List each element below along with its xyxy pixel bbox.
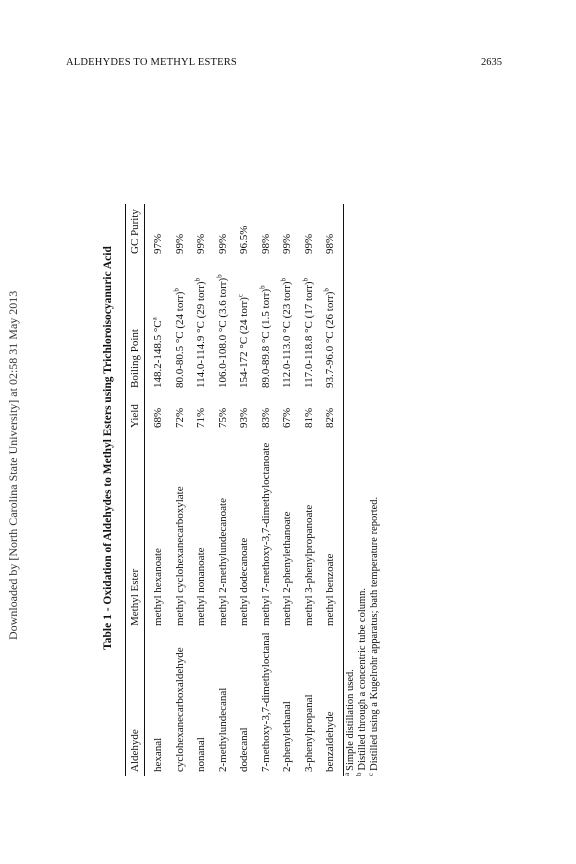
cell-bp: 80.0-80.5 °C (24 torr)$^b$ [171, 288, 186, 388]
rotated-table [102, 110, 407, 786]
cell-bp: 112.0-113.0 °C (23 torr)$^b$ [279, 277, 293, 388]
footnote-marker: b [171, 288, 180, 292]
cell-aldehyde: 3-phenylpropanal [302, 694, 315, 772]
cell-purity: 99% [281, 233, 293, 254]
table-bottom-rule [343, 204, 344, 776]
column-header-yield: Yield [129, 404, 141, 428]
cell-yield: 93% [238, 407, 250, 428]
footnote-marker: b [257, 285, 266, 289]
footnote-mark: c [366, 772, 375, 776]
cell-ester: methyl 7-methoxy-3,7-dimethyloctanoate [259, 442, 272, 626]
cell-purity: 99% [302, 233, 315, 254]
cell-yield: 72% [173, 407, 186, 428]
cell-ester: methyl benzoate [324, 553, 336, 626]
cell-bp: 154-172 °C (24 torr)$^c$ [236, 294, 250, 388]
cell-purity: 98% [259, 233, 272, 254]
cell-purity: 97% [152, 233, 164, 254]
footnote-marker: a [150, 317, 159, 321]
cell-purity: 99% [216, 233, 229, 254]
cell-aldehyde: 7-methoxy-3,7-dimethyloctanal [259, 632, 272, 772]
download-watermark: Downloaded by [North Carolina State University] at 02:58 31 May 2013 [6, 290, 20, 640]
cell-bp: 106.0-108.0 °C (3.6 torr)$^b$ [214, 274, 229, 388]
cell-aldehyde: cyclohexanecarboxaldehyde [173, 647, 186, 772]
cell-yield: 71% [195, 407, 207, 428]
footnote-mark: a [342, 772, 351, 776]
cell-ester: methyl 2-methylundecanoate [216, 498, 229, 626]
footnote-marker: b [193, 277, 202, 282]
cell-bp: 89.0-89.8 °C (1.5 torr)$^b$ [257, 285, 272, 388]
table-footnote [366, 496, 380, 776]
cell-aldehyde: benzaldehyde [324, 711, 336, 772]
cell-ester: methyl 3-phenylpropanoate [302, 504, 315, 626]
table-footnote [354, 587, 368, 776]
cell-ester: methyl 2-phenylethanoate [281, 511, 293, 626]
cell-ester: methyl hexanoate [152, 548, 164, 626]
cell-yield: 68% [152, 407, 164, 428]
cell-yield: 83% [259, 407, 272, 428]
table-header-rule [144, 204, 145, 776]
footnote-text: Simple distillation used. [345, 669, 356, 771]
cell-purity: 99% [195, 233, 207, 254]
table-footnote [342, 669, 356, 776]
column-header-boiling-point: Boiling Point [129, 329, 141, 388]
footnote-marker: b [214, 274, 223, 278]
page-number: 2635 [481, 57, 502, 68]
column-header-gc-purity: GC Purity [129, 209, 141, 254]
cell-ester: methyl nonanoate [195, 547, 207, 626]
cell-purity: 98% [324, 233, 336, 254]
footnote-marker: b [322, 288, 331, 292]
cell-yield: 82% [324, 407, 336, 428]
cell-aldehyde: hexanal [152, 737, 164, 772]
footnote-text: Distilled through a concentric tube column. [357, 587, 368, 771]
footnote-marker: c [236, 294, 245, 298]
column-header-methyl-ester: Methyl Ester [129, 568, 141, 626]
footnote-marker: b [279, 277, 288, 282]
footnote-mark: b [354, 772, 363, 776]
cell-purity: 96.5% [238, 225, 250, 254]
footnote-text: Distilled using a Kugelrohr apparatus; bath temperature reported. [369, 496, 380, 771]
cell-ester: methyl cyclohexanecarboxylate [173, 486, 186, 626]
cell-aldehyde: dodecanal [238, 727, 250, 772]
footnote-marker: b [300, 277, 309, 282]
cell-aldehyde: 2-methylundecanal [216, 687, 229, 772]
table-top-rule [125, 204, 126, 776]
running-title: ALDEHYDES TO METHYL ESTERS [66, 57, 237, 68]
cell-aldehyde: 2-phenylethanal [281, 701, 293, 772]
cell-yield: 67% [281, 407, 293, 428]
cell-bp: 117.0-118.8 °C (17 torr)$^b$ [300, 277, 315, 388]
cell-yield: 75% [216, 407, 229, 428]
cell-bp: 114.0-114.9 °C (29 torr)$^b$ [193, 277, 207, 388]
cell-yield: 81% [302, 407, 315, 428]
cell-ester: methyl dodecanoate [238, 537, 250, 626]
table-caption: Table 1 - Oxidation of Aldehydes to Methyl Esters using Trichloroisocyanuric Acid [102, 246, 114, 650]
column-header-aldehyde: Aldehyde [129, 729, 141, 772]
cell-bp: 148.2-148.5 $^\circ C^a$ [150, 317, 164, 388]
cell-aldehyde: nonanal [195, 737, 207, 772]
cell-purity: 99% [173, 233, 186, 254]
cell-bp: 93.7-96.0 °C (26 torr)$^b$ [322, 288, 336, 388]
